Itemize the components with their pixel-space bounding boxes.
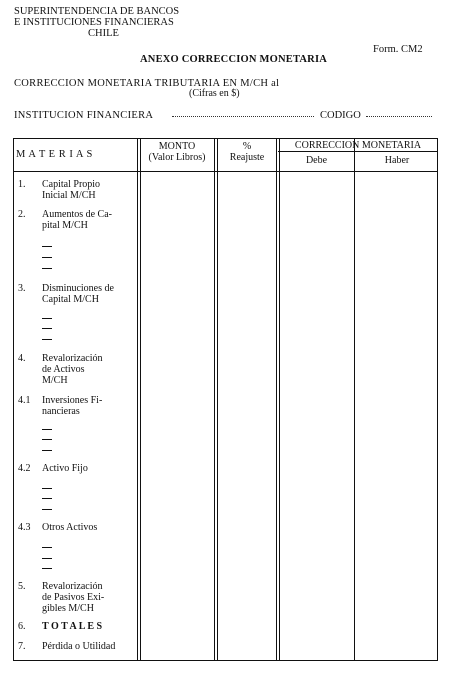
blank-line bbox=[42, 450, 52, 451]
header-reajuste bbox=[216, 141, 278, 163]
row-label-line2: pital M/CH bbox=[42, 220, 88, 231]
institution-label: INSTITUCION FINANCIERA bbox=[14, 110, 154, 121]
row-label-line1: T O T A L E S bbox=[42, 621, 103, 632]
form-code: Form. CM2 bbox=[373, 44, 423, 55]
column-divider bbox=[276, 139, 280, 660]
blank-line bbox=[42, 488, 52, 489]
organization-name bbox=[14, 6, 179, 39]
blank-line bbox=[42, 547, 52, 548]
row-label-line3: M/CH bbox=[42, 375, 68, 386]
row-label-line2: Capital M/CH bbox=[42, 294, 99, 305]
codigo-field[interactable] bbox=[366, 116, 432, 117]
blank-line bbox=[42, 429, 52, 430]
row-label-line1: Inversiones Fi- bbox=[42, 395, 103, 406]
row-number: 4.1 bbox=[18, 395, 31, 406]
row-label-line1: Revalorización bbox=[42, 353, 103, 364]
row-number: 1. bbox=[18, 179, 26, 190]
row-label-line1: Pérdida o Utilidad bbox=[42, 641, 116, 652]
row-label-line1: Revalorización bbox=[42, 581, 103, 592]
row-number: 4.3 bbox=[18, 522, 31, 533]
row-label-line2: de Activos bbox=[42, 364, 85, 375]
row-number: 4. bbox=[18, 353, 26, 364]
row-label-line2: Inicial M/CH bbox=[42, 190, 96, 201]
row-label-line1: Otros Activos bbox=[42, 522, 98, 533]
annex-title: ANEXO CORRECCION MONETARIA bbox=[140, 54, 328, 65]
column-divider bbox=[137, 139, 141, 660]
row-label-line1: Capital Propio bbox=[42, 179, 101, 190]
header-pct-sub: Reajuste bbox=[229, 152, 265, 163]
report-subtitle: CORRECCION MONETARIA TRIBUTARIA EN M/CH al bbox=[14, 78, 280, 89]
figures-note: (Cifras en $) bbox=[189, 88, 240, 99]
blank-line bbox=[42, 339, 52, 340]
blank-line bbox=[42, 268, 52, 269]
row-label-line1: Aumentos de Ca- bbox=[42, 209, 112, 220]
blank-line bbox=[42, 568, 52, 569]
row-label-line3: gibles M/CH bbox=[42, 603, 94, 614]
blank-line bbox=[42, 257, 52, 258]
blank-line bbox=[42, 439, 52, 440]
blank-line bbox=[42, 558, 52, 559]
column-divider bbox=[354, 139, 355, 660]
row-number: 5. bbox=[18, 581, 26, 592]
org-line-3: CHILE bbox=[88, 28, 119, 39]
header-monto-label: MONTO bbox=[158, 141, 196, 152]
header-monto-sub: (Valor Libros) bbox=[148, 152, 206, 163]
blank-line bbox=[42, 509, 52, 510]
org-line-2: E INSTITUCIONES FINANCIERAS bbox=[14, 17, 174, 28]
institution-field[interactable] bbox=[172, 116, 314, 117]
row-number: 7. bbox=[18, 641, 26, 652]
row-label-line2: nancieras bbox=[42, 406, 80, 417]
row-number: 6. bbox=[18, 621, 26, 632]
org-line-1: SUPERINTENDENCIA DE BANCOS bbox=[14, 6, 180, 17]
blank-line bbox=[42, 498, 52, 499]
materias-table bbox=[13, 138, 438, 661]
codigo-label: CODIGO bbox=[320, 110, 361, 121]
column-divider bbox=[214, 139, 218, 660]
row-label-line2: de Pasivos Exi- bbox=[42, 592, 105, 603]
header-correccion: CORRECCION MONETARIA bbox=[294, 140, 422, 151]
header-haber: Haber bbox=[384, 155, 410, 166]
blank-line bbox=[42, 328, 52, 329]
row-number: 4.2 bbox=[18, 463, 31, 474]
row-label-line1: Activo Fijo bbox=[42, 463, 88, 474]
header-divider bbox=[14, 171, 437, 172]
header-monto bbox=[139, 141, 215, 163]
header-pct-label: % bbox=[242, 141, 252, 152]
row-number: 3. bbox=[18, 283, 26, 294]
correccion-divider bbox=[278, 151, 437, 152]
row-number: 2. bbox=[18, 209, 26, 220]
blank-line bbox=[42, 318, 52, 319]
blank-line bbox=[42, 246, 52, 247]
header-materias: M A T E R I A S bbox=[16, 149, 93, 160]
row-label-line1: Disminuciones de bbox=[42, 283, 114, 294]
header-debe: Debe bbox=[305, 155, 328, 166]
